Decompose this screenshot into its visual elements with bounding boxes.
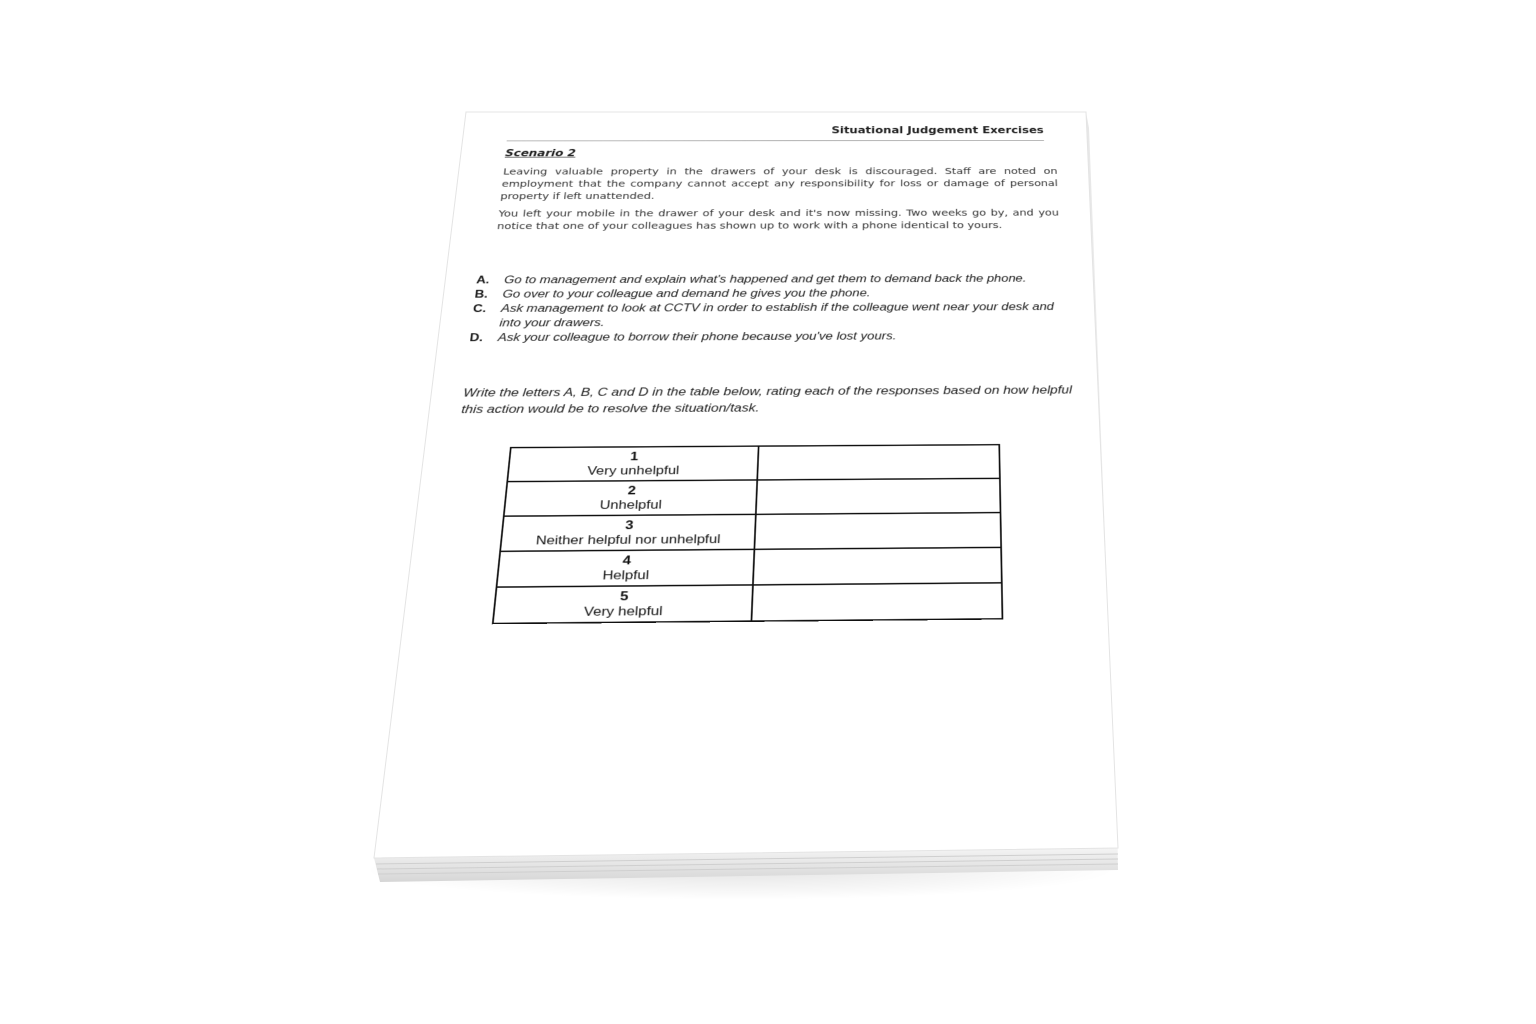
option-letter: A. xyxy=(475,274,491,286)
table-row xyxy=(497,547,1002,587)
rating-label-cell xyxy=(507,446,758,481)
option-text: Go to management and explain what's happened and get them to demand back the phone. xyxy=(503,273,1027,286)
option-letter: D. xyxy=(469,332,484,344)
rating-label: Very helpful xyxy=(583,603,663,619)
rating-label-cell xyxy=(500,514,756,551)
table-row xyxy=(507,445,1000,482)
option-letter: B. xyxy=(474,289,489,301)
header-title: Situational Judgement Exercises xyxy=(831,124,1044,136)
scenario-heading: Scenario 2 xyxy=(504,147,577,159)
table-row xyxy=(493,583,1003,624)
rating-number: 2 xyxy=(627,483,637,498)
rating-label: Helpful xyxy=(602,567,650,583)
option-text: Ask management to look at CCTV in order to establish if the colleague went near your desk and into your drawers. xyxy=(498,301,1055,330)
rating-number: 5 xyxy=(619,588,629,604)
rating-answer-cell[interactable] xyxy=(756,478,1001,514)
option-d xyxy=(469,329,1073,346)
rating-table xyxy=(492,444,1003,624)
worksheet-page xyxy=(374,112,1118,858)
header-divider xyxy=(507,140,1044,141)
rating-label: Unhelpful xyxy=(599,497,663,512)
option-text: Go over to your colleague and demand he gives you the phone. xyxy=(502,287,871,301)
rating-number: 1 xyxy=(629,449,639,464)
rating-answer-cell[interactable] xyxy=(751,583,1002,621)
rating-label: Very unhelpful xyxy=(586,463,680,478)
scenario-paragraph-2: You left your mobile in the drawer of your desk and it's now missing. Two weeks go by, and you notice that one of your colleagues has shown up to work with a phone identical to yours. xyxy=(496,208,1060,232)
rating-answer-cell[interactable] xyxy=(754,513,1001,550)
table-row xyxy=(504,478,1001,516)
rating-label: Neither helpful nor unhelpful xyxy=(535,532,721,548)
scenario-paragraph-1: Leaving valuable property in the drawers of your desk is discouraged. Staff are noted on employment that the company cannot accept any responsibility for loss or damage of personal property if left unattended. xyxy=(499,166,1059,202)
rating-number: 3 xyxy=(624,518,634,533)
rating-label-cell xyxy=(497,549,755,587)
rating-answer-cell[interactable] xyxy=(753,547,1002,585)
instruction-text: Write the letters A, B, C and D in the table below, rating each of the responses based on how helpful this action would be to resolve the situation/task. xyxy=(460,384,1073,416)
table-row xyxy=(500,513,1001,552)
option-text: Ask your colleague to borrow their phone because you've lost yours. xyxy=(497,330,897,344)
rating-label-cell xyxy=(504,480,757,516)
rating-label-cell xyxy=(493,585,753,624)
option-letter: C. xyxy=(472,303,487,315)
rating-number: 4 xyxy=(622,553,632,568)
rating-answer-cell[interactable] xyxy=(757,445,1000,480)
response-options xyxy=(469,272,1073,346)
option-c xyxy=(470,300,1072,331)
